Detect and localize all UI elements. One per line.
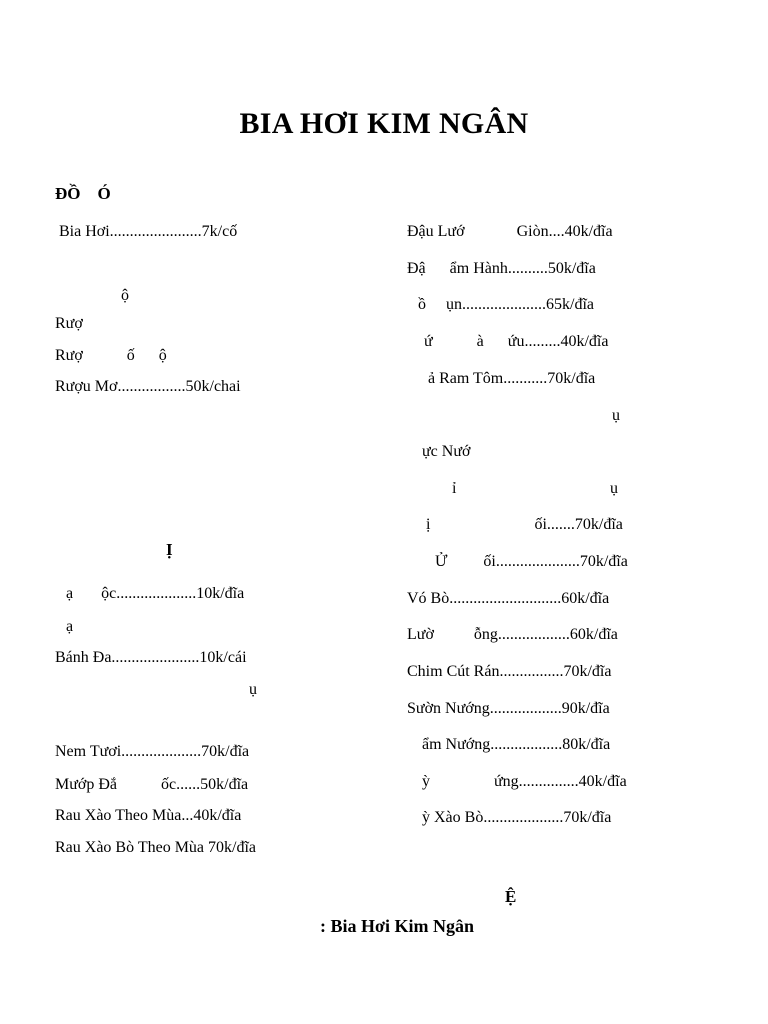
menu-item: Mướp Đắ ốc......50k/đĩa (55, 776, 249, 793)
menu-item: Rượu Mơ.................50k/chai (55, 378, 241, 395)
menu-item: ị ối.......70k/đĩa (426, 516, 623, 533)
menu-item: ụ (249, 681, 257, 698)
footer-brand: : Bia Hơi Kim Ngân (320, 916, 474, 936)
menu-item: ẩm Nướng..................80k/đĩa (422, 736, 611, 753)
menu-item: ả Ram Tôm...........70k/đĩa (428, 370, 596, 387)
menu-item: Bánh Đa......................10k/cái (55, 649, 247, 666)
menu-item: ực Nướ (422, 443, 471, 460)
menu-item: Vó Bò............................60k/đĩa (407, 590, 610, 607)
menu-item: ồ ụn.....................65k/đĩa (418, 296, 594, 313)
menu-item: Nem Tươi....................70k/đĩa (55, 743, 250, 760)
menu-item: ỳ ứng...............40k/đĩa (422, 773, 627, 790)
menu-item: Sườn Nướng..................90k/đĩa (407, 700, 610, 717)
menu-item: Lườ ỗng..................60k/đĩa (407, 626, 618, 643)
menu-item: ỉ (452, 480, 457, 497)
menu-item: Đậ ẩm Hành..........50k/đĩa (407, 260, 596, 277)
section-heading-drinks: ĐỒ Ó (55, 184, 111, 203)
menu-item: ụ (610, 480, 618, 497)
menu-item: Rau Xào Theo Mùa...40k/đĩa (55, 807, 242, 824)
section-heading-food: Ị (166, 540, 173, 559)
menu-item: Rượ (55, 315, 83, 332)
menu-item: Bia Hơi.......................7k/cố (59, 223, 238, 240)
menu-item: Ử ối.....................70k/đĩa (435, 553, 628, 570)
menu-item: ụ (612, 407, 620, 424)
footer-label: Ệ (505, 887, 517, 906)
menu-item: Rau Xào Bò Theo Mùa 70k/đĩa (55, 839, 257, 856)
menu-item: ỳ Xào Bò....................70k/đĩa (422, 809, 612, 826)
menu-item: ộ (121, 287, 129, 304)
restaurant-title: BIA HƠI KIM NGÂN (239, 107, 529, 140)
menu-item: Đậu Lướ Giòn....40k/đĩa (407, 223, 613, 240)
menu-item: ứ à ứu.........40k/đĩa (424, 333, 609, 350)
menu-item: Chim Cút Rán................70k/đĩa (407, 663, 612, 680)
menu-item: ạ (66, 618, 74, 635)
menu-item: ạ ộc....................10k/đĩa (66, 585, 245, 602)
menu-item: Rượ ố ộ (55, 347, 167, 364)
